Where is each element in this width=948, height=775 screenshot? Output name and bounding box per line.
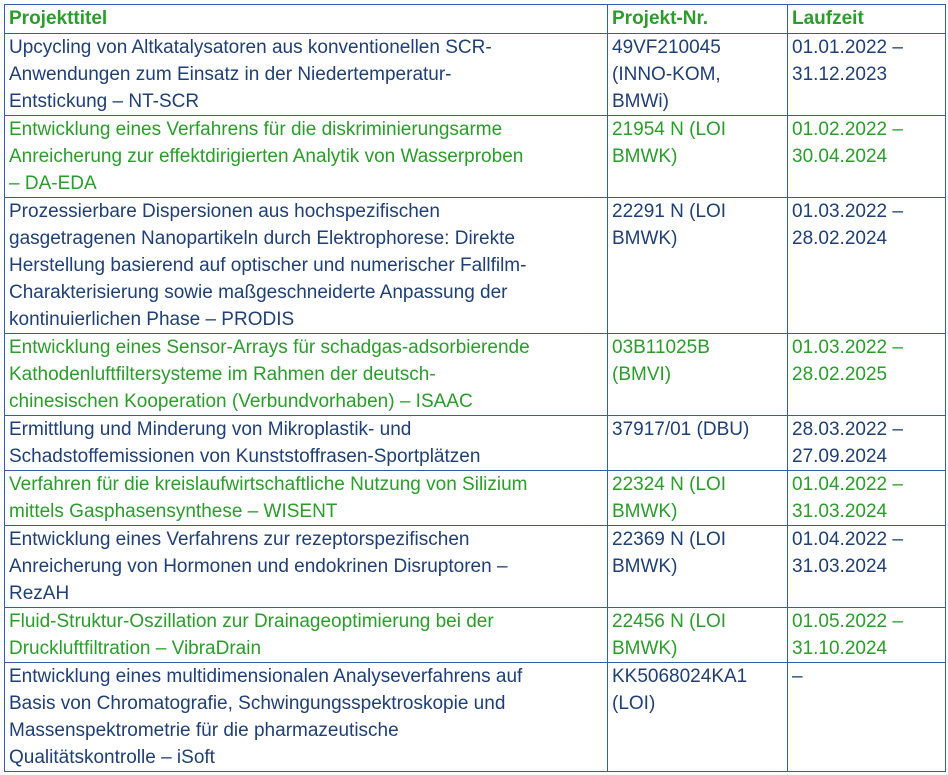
- project-title-cell: Entwicklung eines Sensor-Arrays für schadgas-adsorbierende Kathodenluftfiltersysteme im Rahmen der deutsch- chinesischen Kooperation (Verbundvorhaben) – ISAAC: [5, 334, 608, 416]
- table-row: [5, 526, 946, 608]
- project-title-cell: Entwicklung eines Verfahrens zur rezeptorspezifischen Anreicherung von Hormonen und endokrinen Disruptoren – RezAH: [5, 526, 608, 608]
- project-duration-cell: 01.05.2022 – 31.10.2024: [788, 608, 946, 663]
- project-number-cell: 22369 N (LOI BMWK): [608, 526, 788, 608]
- table-row: [5, 34, 946, 116]
- project-number-cell: 22456 N (LOI BMWK): [608, 608, 788, 663]
- projects-table: [4, 4, 946, 772]
- project-duration-cell: 28.03.2022 – 27.09.2024: [788, 416, 946, 471]
- project-duration-cell: 01.03.2022 – 28.02.2024: [788, 198, 946, 334]
- table-row: [5, 416, 946, 471]
- project-duration-cell: 01.01.2022 – 31.12.2023: [788, 34, 946, 116]
- project-title-cell: Upcycling von Altkatalysatoren aus konventionellen SCR- Anwendungen zum Einsatz in der Niedertemperatur- Entstickung – NT-SCR: [5, 34, 608, 116]
- project-number-cell: 22324 N (LOI BMWK): [608, 471, 788, 526]
- table-header-row: [5, 5, 946, 34]
- project-number-cell: 49VF210045 (INNO-KOM, BMWi): [608, 34, 788, 116]
- project-number-cell: 37917/01 (DBU): [608, 416, 788, 471]
- project-title-cell: Fluid-Struktur-Oszillation zur Drainageoptimierung bei der Druckluftfiltration – VibraDrain: [5, 608, 608, 663]
- table-row: [5, 198, 946, 334]
- project-number-cell: 22291 N (LOI BMWK): [608, 198, 788, 334]
- header-duration: Laufzeit: [788, 5, 946, 34]
- header-project-title: Projekttitel: [5, 5, 608, 34]
- table-row: [5, 663, 946, 772]
- table-row: [5, 334, 946, 416]
- table-row: [5, 116, 946, 198]
- project-duration-cell: 01.04.2022 – 31.03.2024: [788, 471, 946, 526]
- project-title-cell: Entwicklung eines multidimensionalen Analyseverfahrens auf Basis von Chromatografie, Schwingungsspektroskopie und Massenspektrometrie für die pharmazeutische Qualitätskontrolle – iSoft: [5, 663, 608, 772]
- project-number-cell: KK5068024KA1 (LOI): [608, 663, 788, 772]
- project-number-cell: 21954 N (LOI BMWK): [608, 116, 788, 198]
- project-duration-cell: –: [788, 663, 946, 772]
- project-title-cell: Verfahren für die kreislaufwirtschaftliche Nutzung von Silizium mittels Gasphasensynthese – WISENT: [5, 471, 608, 526]
- table-row: [5, 471, 946, 526]
- project-title-cell: Prozessierbare Dispersionen aus hochspezifischen gasgetragenen Nanopartikeln durch Elektrophorese: Direkte Herstellung basierend auf optischer und numerischer Fallfilm- Charakterisierung sowie maßgeschneiderte Anpassung der kontinuierlichen Phase – PRODIS: [5, 198, 608, 334]
- project-title-cell: Ermittlung und Minderung von Mikroplastik- und Schadstoffemissionen von Kunststoffrasen-Sportplätzen: [5, 416, 608, 471]
- project-title-cell: Entwicklung eines Verfahrens für die diskriminierungsarme Anreicherung zur effektdirigierten Analytik von Wasserproben – DA-EDA: [5, 116, 608, 198]
- project-number-cell: 03B11025B (BMVI): [608, 334, 788, 416]
- table-row: [5, 608, 946, 663]
- project-duration-cell: 01.04.2022 – 31.03.2024: [788, 526, 946, 608]
- project-duration-cell: 01.03.2022 – 28.02.2025: [788, 334, 946, 416]
- project-duration-cell: 01.02.2022 – 30.04.2024: [788, 116, 946, 198]
- header-project-number: Projekt-Nr.: [608, 5, 788, 34]
